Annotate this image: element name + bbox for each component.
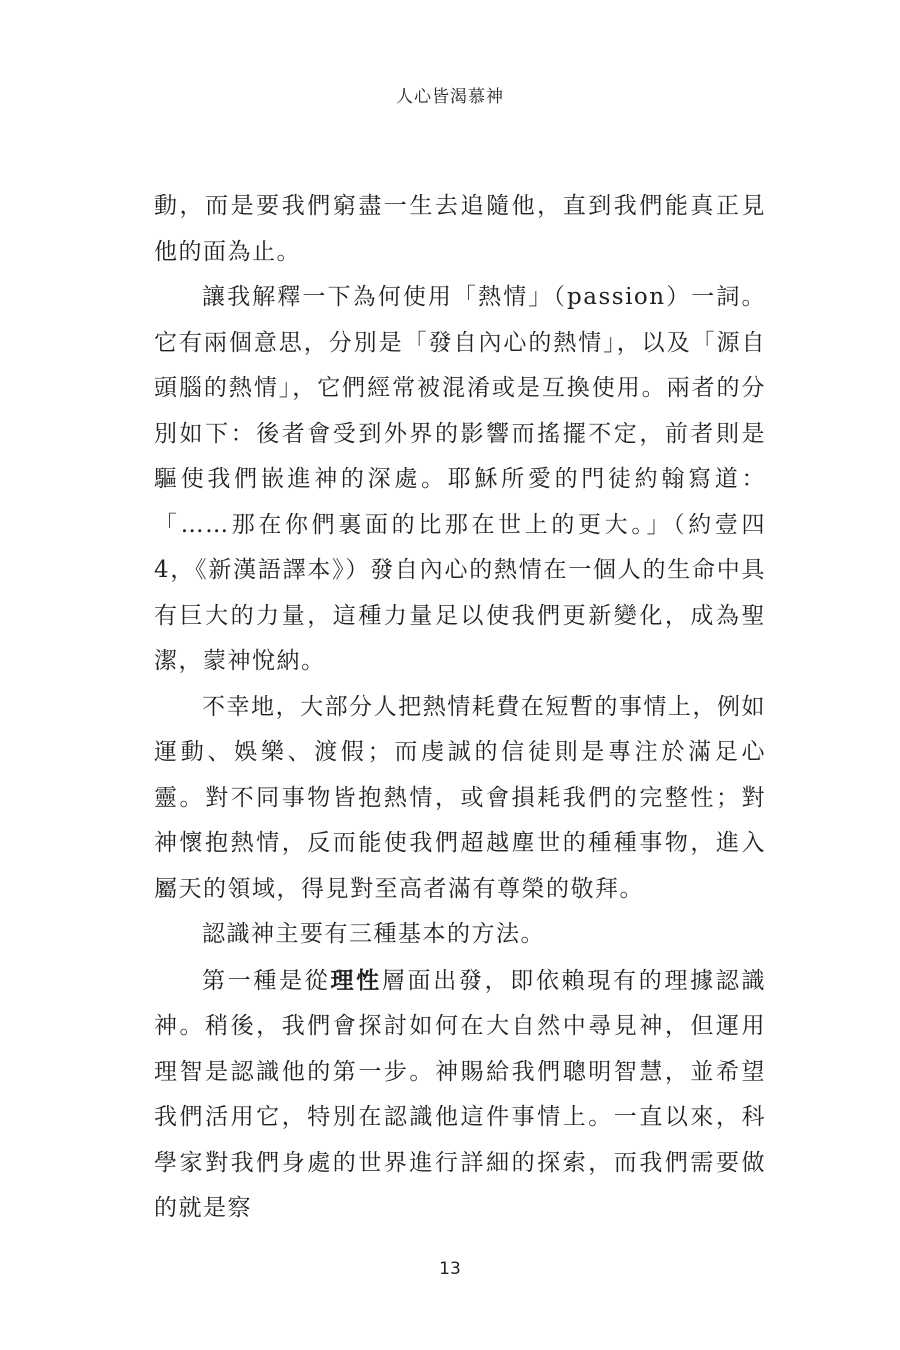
body-text — [154, 184, 766, 1232]
paragraph-5-emphasis: 理性 — [330, 966, 382, 994]
paragraph-3: 不幸地，大部分人把熱情耗費在短暫的事情上，例如運動、娛樂、渡假；而虔誠的信徒則是專注於滿足心靈。對不同事物皆抱熱情，或會損耗我們的完整性；對神懷抱熱情，反而能使我們超越塵世的種種事物，進入屬天的領域，得見對至高者滿有尊榮的敬拜。 — [154, 693, 766, 902]
running-header-title: 人心皆渴慕神 — [396, 87, 504, 107]
paragraph-5 — [154, 958, 766, 1232]
paragraph-1: 動，而是要我們窮盡一生去追隨他，直到我們能真正見他的面為止。 — [154, 193, 766, 265]
paragraph-2: 讓我解釋一下為何使用「熱情」（passion）一詞。它有兩個意思，分別是「發自內心的熱情」，以及「源自頭腦的熱情」，它們經常被混淆或是互換使用。兩者的分別如下：後者會受到外界的影響而搖擺不定，前者則是驅使我們嵌進神的深處。耶穌所愛的門徒約翰寫道：「……那在你們裏面的比那在世上的更大。」（約壹四 4，《新漢語譯本》）發自內心的熱情在一個人的生命中具有巨大的力量，這種力量足以使我們更新變化，成為聖潔，蒙神悅納。 — [154, 284, 766, 674]
page-number: 13 — [439, 1259, 461, 1279]
paragraph-4: 認識神主要有三種基本的方法。 — [202, 921, 545, 947]
paragraph-5-rest: 層面出發，即依賴現有的理據認識神。稍後，我們會探討如何在大自然中尋見神，但運用理智是認識他的第一步。神賜給我們聰明智慧，並希望我們活用它，特別在認識他這件事情上。一直以來，科學家對我們身處的世界進行詳細的探索，而我們需要做的就是察 — [154, 967, 767, 1221]
paragraph-5-lead: 第一種是從 — [202, 967, 331, 994]
